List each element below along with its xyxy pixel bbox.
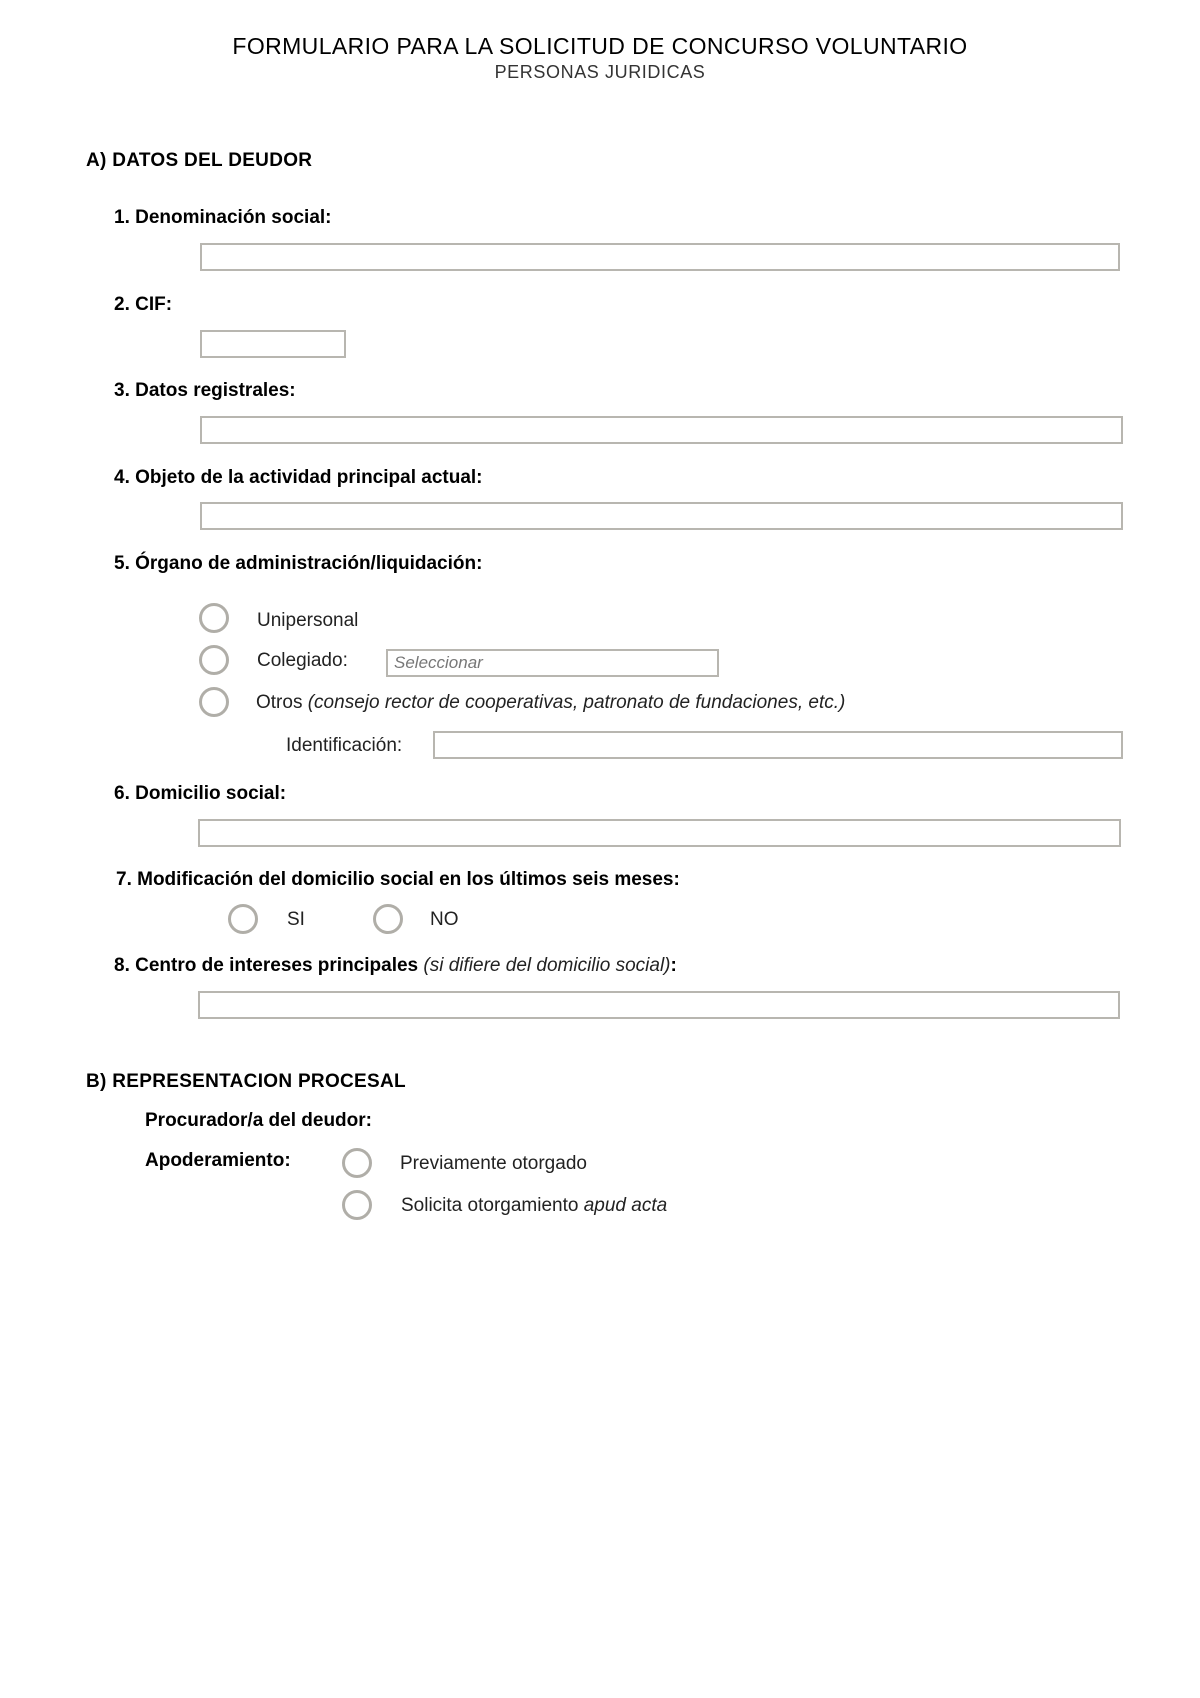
previamente-otorgado-label: Previamente otorgado [400,1153,587,1174]
section-b-heading: B) REPRESENTACION PROCESAL [86,1071,406,1092]
si-label: SI [287,909,305,930]
cif-label: 2. CIF: [114,294,173,315]
centro-intereses-field[interactable] [198,991,1120,1019]
otros-label: Otros [256,692,303,713]
form-subtitle: PERSONAS JURIDICAS [494,62,706,82]
section-a-heading: A) DATOS DEL DEUDOR [86,150,313,171]
procurador-label: Procurador/a del deudor: [145,1110,372,1131]
apud-acta-note: apud acta [583,1195,668,1216]
apud-acta-radio[interactable] [342,1190,372,1220]
datos-registrales-field[interactable] [200,416,1123,444]
centro-intereses-label: 8. Centro de intereses principales [114,955,419,976]
centro-intereses-label-row [114,955,677,977]
si-radio[interactable] [228,904,258,934]
otros-option [256,692,845,714]
otros-note: (consejo rector de cooperativas, patronato de fundaciones, etc.) [307,692,846,713]
domicilio-social-label: 6. Domicilio social: [114,783,287,804]
apud-acta-label: Solicita otorgamiento [401,1195,579,1216]
datos-registrales-label: 3. Datos registrales: [114,380,296,401]
denominacion-label: 1. Denominación social: [114,207,332,228]
denominacion-field[interactable] [200,243,1120,271]
identificacion-label: Identificación: [286,735,403,756]
colegiado-select[interactable] [386,649,719,677]
unipersonal-radio[interactable] [199,603,229,633]
cif-field[interactable] [200,330,346,358]
form-title: FORMULARIO PARA LA SOLICITUD DE CONCURSO VOLUNTARIO [232,33,968,59]
no-label: NO [430,909,459,930]
no-radio[interactable] [373,904,403,934]
modificacion-domicilio-label: 7. Modificación del domicilio social en los últimos seis meses: [116,869,680,890]
apud-acta-option [401,1195,667,1217]
centro-intereses-note: (si difiere del domicilio social) [423,955,671,976]
previamente-otorgado-radio[interactable] [342,1148,372,1178]
centro-intereses-suffix: : [670,955,677,976]
otros-radio[interactable] [199,687,229,717]
identificacion-field[interactable] [433,731,1123,759]
apoderamiento-label: Apoderamiento: [145,1150,291,1171]
objeto-actividad-field[interactable] [200,502,1123,530]
unipersonal-label: Unipersonal [257,610,359,631]
objeto-actividad-label: 4. Objeto de la actividad principal actual: [114,467,483,488]
colegiado-radio[interactable] [199,645,229,675]
organo-label: 5. Órgano de administración/liquidación: [114,553,483,574]
colegiado-label: Colegiado: [257,650,348,671]
domicilio-social-field[interactable] [198,819,1121,847]
